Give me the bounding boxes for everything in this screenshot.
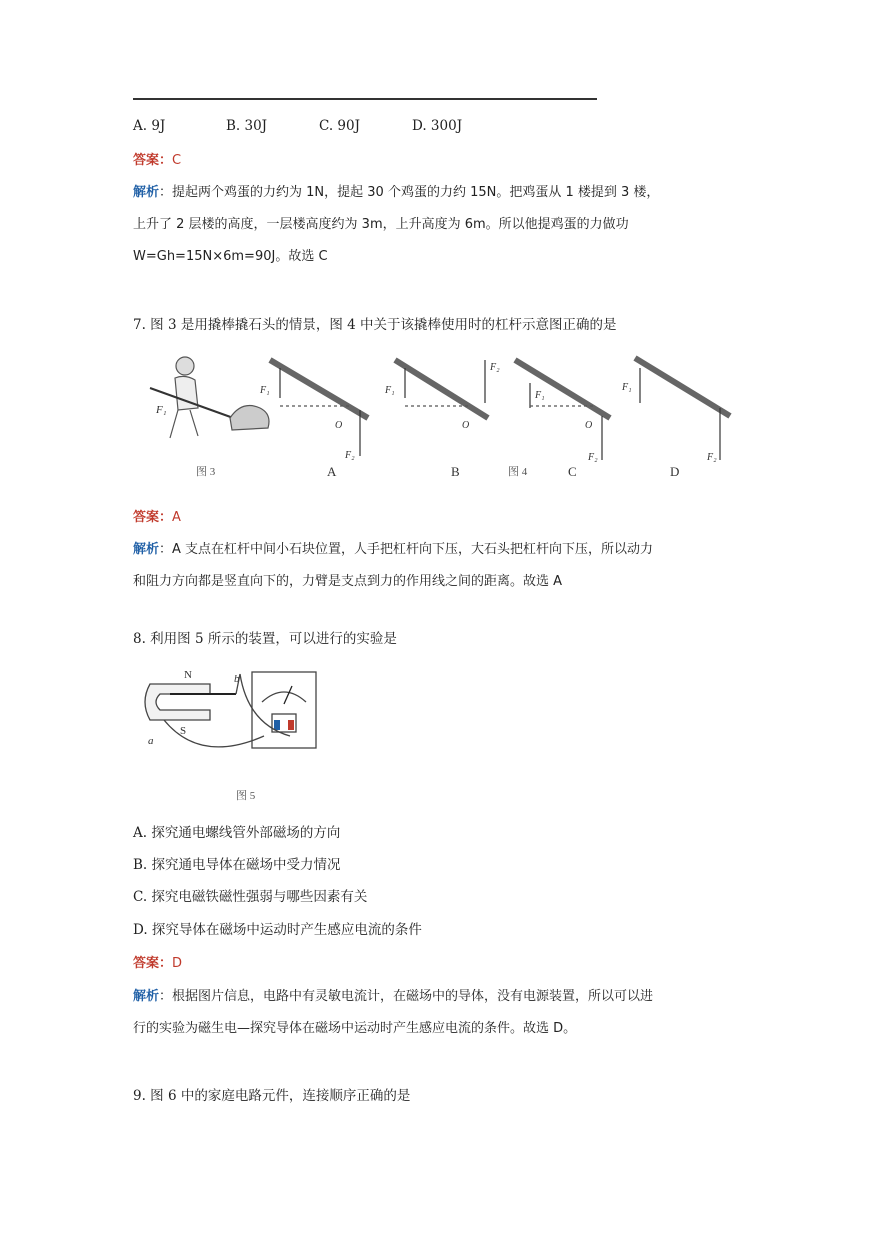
fig4-panel-a [270, 360, 368, 456]
fig4-label-c: C [568, 464, 577, 479]
q8-figure [140, 664, 340, 804]
fig4-label-d: D [670, 464, 680, 479]
svg-text:F₂: F₂ [490, 362, 500, 373]
q7-question: 7. 图 3 是用撬棒撬石头的情景，图 4 中关于该撬棒使用时的杠杆示意图正确的是 [133, 317, 617, 333]
fig4-label-a: A [327, 464, 337, 479]
q7-analysis-line-1: 解析：A 支点在杠杆中间小石块位置，人手把杠杆向下压，大石头把杠杆向下压，所以动力 [133, 542, 654, 557]
q6-answer: 答案：C [133, 153, 182, 168]
q9-question: 9. 图 6 中的家庭电路元件，连接顺序正确的是 [133, 1088, 411, 1104]
q8-answer: 答案：D [133, 956, 183, 971]
svg-text:S: S [180, 725, 187, 737]
q6-analysis-line-2: 上升了 2 层楼的高度，一层楼高度约为 3m，上升高度为 6m。所以他提鸡蛋的力做功 [133, 217, 629, 232]
q6-option-b: B. 30J [226, 118, 268, 134]
svg-text:F₂: F₂ [588, 452, 598, 463]
top-rule [133, 98, 597, 100]
q7-answer: 答案：A [133, 510, 181, 525]
q6-analysis-line-1: 解析：提起两个鸡蛋的力约为 1N，提起 30 个鸡蛋的力约 15N。把鸡蛋从 1 楼提到 3 楼， [133, 185, 660, 200]
svg-text:F₁: F₁ [385, 385, 395, 396]
q8-option-d: D. 探究导体在磁场中运动时产生感应电流的条件 [133, 922, 422, 938]
q8-option-b: B. 探究通电导体在磁场中受力情况 [133, 857, 341, 873]
fig4-panel-c [515, 360, 610, 460]
svg-text:F₁: F₁ [260, 385, 270, 396]
fig4-caption: 图 4 [508, 466, 528, 478]
svg-text:F₁: F₁ [622, 382, 632, 393]
fig5-caption: 图 5 [236, 790, 256, 802]
q6-analysis-line-3: W=Gh=15N×6m=90J。故选 C [133, 249, 328, 264]
svg-text:O: O [462, 420, 470, 431]
svg-text:a: a [148, 735, 154, 747]
q6-option-d: D. 300J [412, 118, 463, 134]
svg-text:b: b [234, 673, 240, 685]
svg-text:O: O [585, 420, 593, 431]
q6-options [133, 116, 462, 136]
q8-question: 8. 利用图 5 所示的装置，可以进行的实验是 [133, 631, 397, 647]
svg-text:F₁: F₁ [535, 390, 545, 401]
svg-text:F₂: F₂ [345, 450, 355, 461]
q6-option-a: A. 9J [133, 118, 166, 134]
q8-option-c: C. 探究电磁铁磁性强弱与哪些因素有关 [133, 889, 368, 905]
q7-analysis-line-2: 和阻力方向都是竖直向下的，力臂是支点到力的作用线之间的距离。故选 A [133, 574, 563, 589]
q6-option-c: C. 90J [319, 118, 361, 134]
fig4-panel-d [635, 358, 730, 460]
fig4-panel-b [395, 360, 488, 418]
fig4-label-b: B [451, 464, 460, 479]
svg-text:N: N [184, 669, 192, 681]
q8-analysis-line-1: 解析：根据图片信息，电路中有灵敏电流计，在磁场中的导体，没有电源装置，所以可以进 [133, 989, 654, 1004]
fig3-illustration [150, 357, 269, 438]
svg-text:F₂: F₂ [707, 452, 717, 463]
q8-option-a: A. 探究通电螺线管外部磁场的方向 [133, 825, 341, 841]
fig3-caption: 图 3 [196, 466, 216, 478]
svg-text:F₁: F₁ [156, 404, 167, 416]
svg-text:O: O [335, 420, 343, 431]
q8-analysis-line-2: 行的实验为磁生电—探究导体在磁场中运动时产生感应电流的条件。故选 D。 [133, 1021, 577, 1036]
q7-figures [140, 348, 740, 488]
